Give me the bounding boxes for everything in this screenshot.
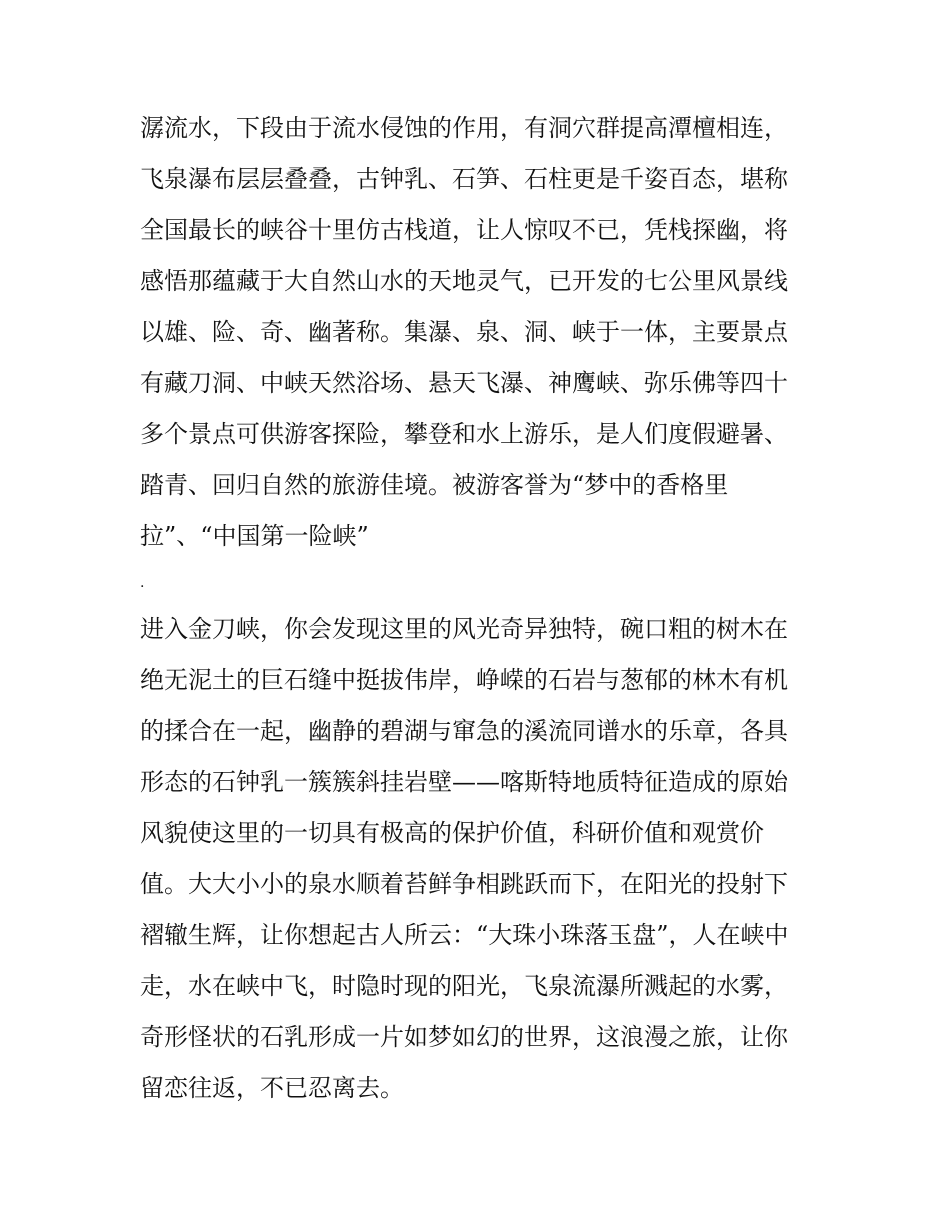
- separator-dot: .: [140, 575, 145, 591]
- paragraph-2-line: 形态的石钟乳一簇簇斜挂岩壁——喀斯特地质特征造成的原始: [140, 768, 788, 796]
- paragraph-1-line: 拉”、“中国第一险峡”: [140, 522, 369, 550]
- paragraph-1-line: 踏青、回归自然的旅游佳境。被游客誉为“梦中的香格里: [140, 471, 729, 499]
- paragraph-2-line: 的揉合在一起，幽静的碧湖与窜急的溪流同谱水的乐章，各具: [140, 717, 788, 745]
- paragraph-2-line: 留恋往返，不已忍离去。: [140, 1074, 404, 1102]
- paragraph-2-line: 风貌使这里的一切具有极高的保护价值，科研价值和观赏价: [140, 819, 764, 847]
- paragraph-2-line: 奇形怪状的石乳形成一片如梦如幻的世界，这浪漫之旅，让你: [140, 1023, 788, 1051]
- paragraph-1-line: 全国最长的峡谷十里仿古栈道，让人惊叹不已，凭栈探幽，将: [140, 216, 788, 244]
- paragraph-2-line: 走，水在峡中飞，时隐时现的阳光，飞泉流瀑所溅起的水雾，: [140, 972, 788, 1000]
- paragraph-2-line: 褶辙生辉，让你想起古人所云：“大珠小珠落玉盘”，人在峡中: [140, 921, 789, 949]
- paragraph-1-line: 有藏刀洞、中峡天然浴场、悬天飞瀑、神鹰峡、弥乐佛等四十: [140, 369, 788, 397]
- paragraph-1-line: 潺流水，下段由于流水侵蚀的作用，有洞穴群提高潭檀相连，: [140, 114, 788, 142]
- paragraph-2-line: 进入金刀峡，你会发现这里的风光奇异独特，碗口粗的树木在: [140, 615, 788, 643]
- paragraph-2-line: 值。大大小小的泉水顺着苔鲜争相跳跃而下，在阳光的投射下: [140, 870, 788, 898]
- paragraph-1-line: 多个景点可供游客探险，攀登和水上游乐，是人们度假避暑、: [140, 420, 788, 448]
- paragraph-1-line: 以雄、险、奇、幽著称。集瀑、泉、洞、峡于一体，主要景点: [140, 318, 788, 346]
- paragraph-2-line: 绝无泥土的巨石缝中挺拔伟岸，峥嵘的石岩与葱郁的林木有机: [140, 666, 788, 694]
- paragraph-1-line: 飞泉瀑布层层叠叠，古钟乳、石笋、石柱更是千姿百态，堪称: [140, 165, 788, 193]
- paragraph-1-line: 感悟那蕴藏于大自然山水的天地灵气，已开发的七公里风景线: [140, 267, 788, 295]
